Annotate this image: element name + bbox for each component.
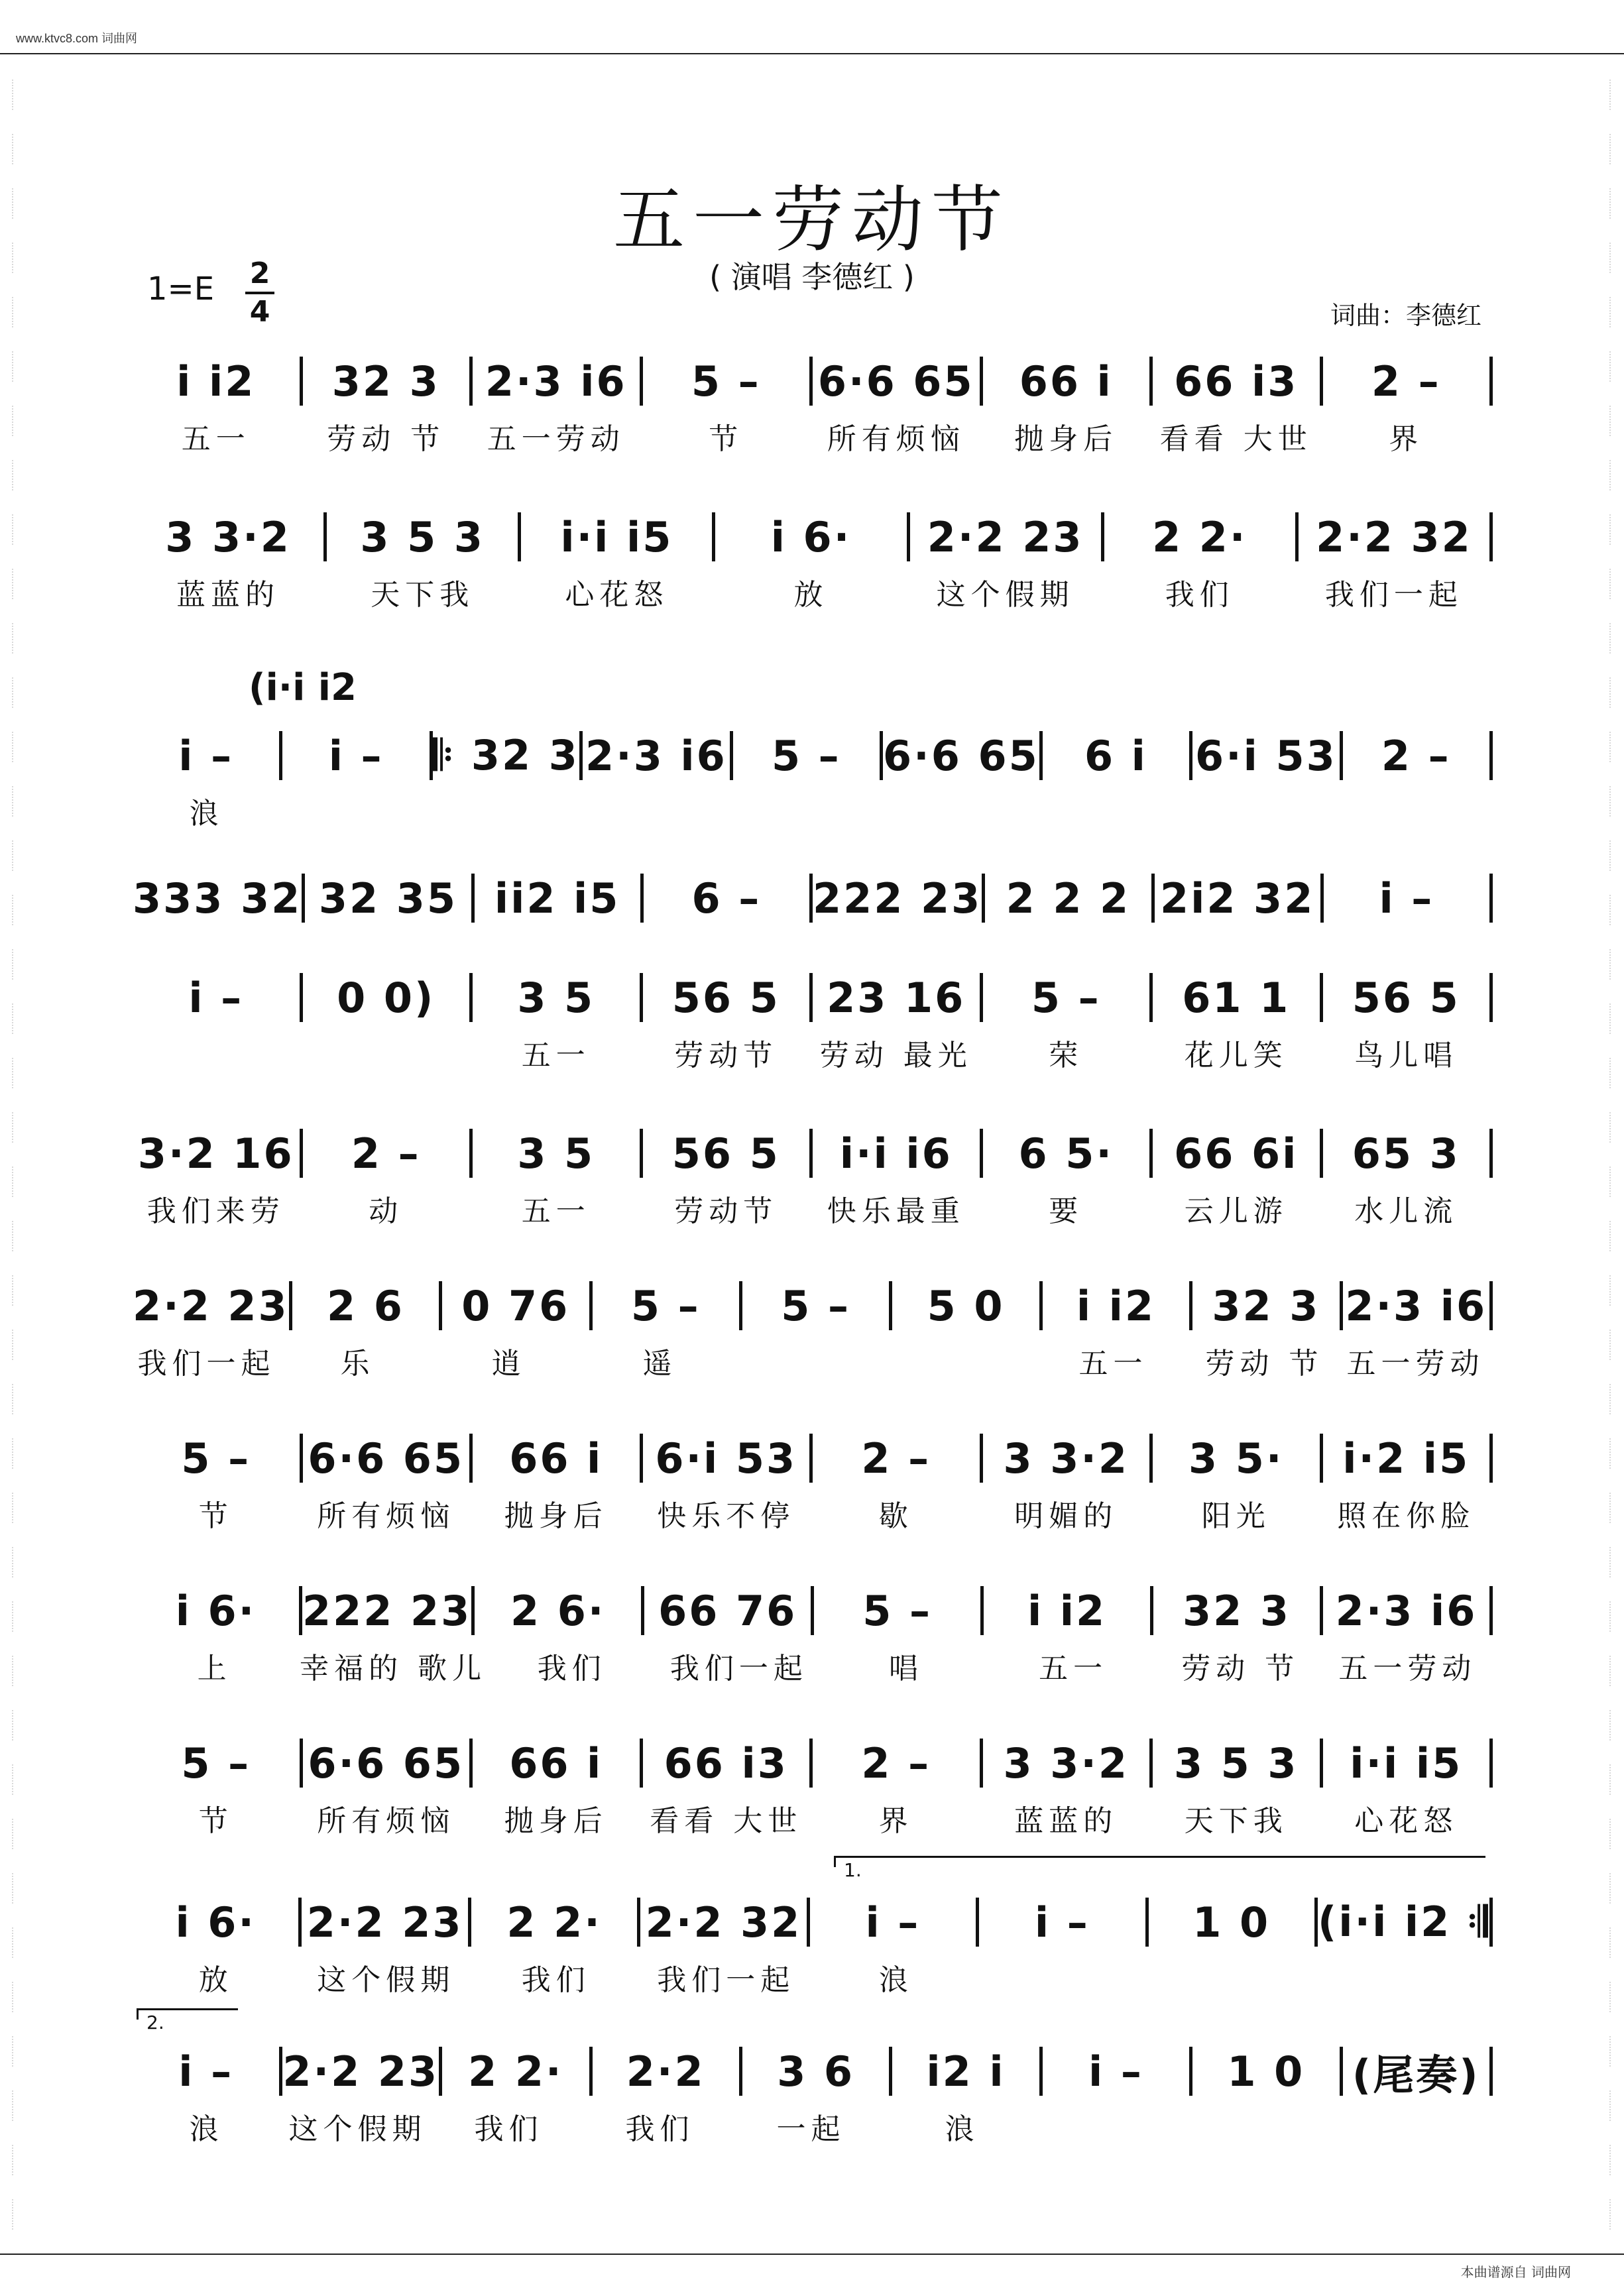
lyric-text: 这个假期 [288,2112,427,2146]
header-rule [0,53,1624,54]
measure: 32 35 [318,874,457,923]
lyric-text: 五一 [1039,1652,1108,1685]
intro-cue: (i·i i2 [249,666,357,709]
lyric-text: 云儿游 [1184,1194,1288,1228]
notation-line [133,1889,1493,1955]
notation-line [133,1273,1493,1339]
measure: 6·6 65 [817,357,974,406]
measure: 3 5 [517,973,595,1022]
lyric-text: 天下我 [1184,1804,1288,1838]
measure: 56 5 [671,973,780,1022]
measure: 2 – [351,1129,421,1178]
measure: 2 – [861,1739,931,1788]
lyric-text: 我们 [537,1652,607,1685]
measure: 0 0) [337,973,435,1022]
lyric-text: 五一劳动 [1338,1652,1477,1685]
measure: 5 – [181,1434,251,1483]
barline [1489,1434,1493,1483]
measure: 66 i [509,1434,603,1483]
measure: 32 3 [331,357,440,406]
measure: i2 i [926,2047,1006,2096]
measure: 2·2 [626,2047,705,2096]
footer-rule [0,2254,1624,2255]
measure: i·i i5 [560,512,673,561]
measure: 6 i [1084,731,1147,780]
measure: 6·i 53 [655,1434,797,1483]
measure: 2 – [861,1434,931,1483]
measure: 66 i3 [664,1739,788,1788]
measure: 5 – [771,731,841,780]
lyric-text: 抛身后 [504,1499,608,1533]
lyric-text: 五一 [521,1194,591,1228]
measure: 𝄆 32 3 [433,731,579,779]
barline [1489,1739,1493,1788]
lyric-text: 节 [198,1499,233,1533]
lyric-text: 遥 [642,1347,677,1381]
measure: 56 5 [1352,973,1460,1022]
measure: 66 i3 [1174,357,1299,406]
second-ending-label: 2. [146,2012,164,2033]
lyrics-line [133,1185,1493,1231]
lyric-text: 劳动节 [674,1194,778,1228]
measure: 5 – [862,1586,932,1635]
lyric-text: 我们 [625,2112,695,2146]
measure: i – [188,973,244,1022]
lyrics-line [133,1642,1493,1689]
lyric-text: 看看 大世 [1159,422,1312,456]
measure: 2·2 23 [306,1898,463,1947]
barline [1489,731,1493,780]
barline [1489,512,1493,561]
lyric-text: 抛身后 [1014,422,1118,456]
measure: 56 5 [671,1129,780,1178]
lyric-text: 快乐不停 [657,1499,795,1533]
measure: (i·i i2 𝄇 [1317,1898,1490,1946]
lyric-text: 明媚的 [1014,1499,1118,1533]
barline [1489,2047,1493,2096]
lyric-text: 幸福的 歌儿 [300,1652,487,1685]
lyric-text: 五一 [181,422,251,456]
notation-line [133,348,1493,414]
measure: 222 23 [302,1586,472,1635]
barline [1489,1898,1493,1947]
measure: 3 3·2 [1003,1434,1130,1483]
lyrics-line [133,1954,1493,2000]
lyric-text: 我们一起 [669,1652,808,1685]
lyric-text: 五一劳动 [487,422,625,456]
lyrics-line [133,787,1493,834]
lyric-text: 蓝蓝的 [176,578,280,612]
lyric-text: 我们一起 [137,1347,276,1381]
lyric-text: 鸟儿唱 [1354,1039,1458,1072]
measure: 32 3 [1212,1281,1320,1330]
measure: i i2 [176,357,256,406]
lyrics-line [133,1795,1493,1841]
time-signature [245,256,274,330]
measure: 6·6 65 [308,1434,465,1483]
left-margin-marks [5,80,21,2204]
measure: i·2 i5 [1342,1434,1470,1483]
measure: 2·2 23 [927,512,1084,561]
measure: 3 5· [1189,1434,1284,1483]
measure: 5 – [781,1281,850,1330]
measure: 5 0 [927,1281,1005,1330]
lyric-text: 所有烦恼 [317,1499,455,1533]
barline [1489,973,1493,1022]
lyrics-line [133,569,1493,615]
lyric-text: 五一 [1078,1347,1148,1381]
barline [1489,357,1493,406]
measure: 66 6i [1174,1129,1299,1178]
lyric-text: 劳动 节 [1205,1347,1324,1381]
lyric-text: 蓝蓝的 [1014,1804,1118,1838]
first-ending-bracket [834,1856,1485,1881]
lyric-text: 照在你脸 [1337,1499,1476,1533]
measure: 66 i [1019,357,1113,406]
measure: 2 – [1381,731,1451,780]
lyric-text: 我们一起 [1324,578,1463,612]
lyric-text: 上 [197,1652,232,1685]
lyric-text: 唱 [888,1652,923,1685]
lyric-text: 劳动 节 [327,422,445,456]
lyrics-line [133,1490,1493,1536]
lyric-text: 浪 [878,1963,913,1997]
notation-line [133,865,1493,931]
measure: 3 5 3 [360,512,485,561]
lyric-text: 我们一起 [657,1963,795,1997]
lyric-text: 荣 [1049,1039,1084,1072]
barline [1489,1586,1493,1635]
lyric-text: 节 [198,1804,233,1838]
lyric-text: 界 [1389,422,1424,456]
measure: 2i2 32 [1159,874,1315,923]
measure: 5 – [1031,973,1101,1022]
measure: 3 6 [777,2047,855,2096]
first-ending-label: 1. [844,1859,862,1881]
measure: 2 2· [506,1898,602,1947]
measure: 6·i 53 [1194,731,1337,780]
measure: 2 2· [468,2047,563,2096]
lyric-text: 快乐最重 [827,1194,965,1228]
lyric-text: 劳动节 [674,1039,778,1072]
measure: 222 23 [813,874,982,923]
measure: 5 – [691,357,761,406]
measure: i i2 [1076,1281,1156,1330]
measure: i – [1379,874,1434,923]
meter-bottom: 4 [249,295,270,329]
lyrics-line [133,413,1493,459]
second-ending-bracket [137,2008,238,2033]
notation-line [133,1730,1493,1796]
lyric-text: 心花怒 [1354,1804,1458,1838]
measure: 2·2 23 [133,1281,289,1330]
lyric-text: 要 [1049,1194,1084,1228]
measure: i·i i6 [839,1129,953,1178]
measure: 66 76 [658,1586,797,1635]
notation-line [133,964,1493,1031]
measure: 2·2 23 [282,2047,439,2096]
lyric-text: 心花怒 [565,578,669,612]
lyric-text: 放 [198,1963,233,1997]
lyric-text: 一起 [776,2112,846,2146]
lyric-text: 我们 [521,1963,591,1997]
measure: 5 – [630,1281,701,1330]
lyric-text: 我们 [474,2112,544,2146]
notation-line [133,722,1493,789]
measure: 6·6 65 [308,1739,465,1788]
measure: 2 6 [326,1281,404,1330]
measure: 2 6· [510,1586,606,1635]
lyric-text: 我们来劳 [146,1194,285,1228]
lyric-text: 浪 [189,797,224,830]
lyric-text: 浪 [189,2112,224,2146]
measure: 2·3 i6 [1335,1586,1478,1635]
measure: 3·2 16 [137,1129,294,1178]
measure: 2·2 32 [1316,512,1472,561]
measure: 6·6 65 [883,731,1039,780]
notation-line [133,504,1493,570]
measure: ii2 i5 [494,874,620,923]
lyric-text: 看看 大世 [650,1804,803,1838]
barline [1489,1281,1493,1330]
measure: i 6· [770,512,852,561]
lyric-text: 抛身后 [504,1804,608,1838]
lyric-text: 所有烦恼 [827,422,965,456]
measure: 3 5 3 [1173,1739,1299,1788]
lyric-text: 逍 [491,1347,526,1381]
measure: 6 5· [1018,1129,1114,1178]
lyric-text: 动 [369,1194,404,1228]
lyric-text: 我们 [1165,578,1234,612]
lyric-text: 水儿流 [1354,1194,1458,1228]
measure: i·i i5 [1350,1739,1463,1788]
lyric-text: 这个假期 [936,578,1074,612]
measure: i 6· [175,1898,256,1947]
notation-line [133,1425,1493,1491]
measure: 61 1 [1182,973,1291,1022]
song-title: 五一劳动节 [612,179,1011,262]
measure: 2·3 i6 [1345,1281,1487,1330]
measure: 333 32 [133,874,302,923]
lyric-text: 歇 [878,1499,913,1533]
notation-line [133,1577,1493,1644]
measure: i – [328,731,384,780]
measure: 2·3 i6 [585,731,727,780]
lyric-text: 花儿笑 [1184,1039,1288,1072]
lyrics-line [133,1029,1493,1076]
measure: 2 2 2 [1006,874,1131,923]
lyric-text: 劳动 最光 [819,1039,972,1072]
author-credit: 词曲：李德红 [1330,301,1481,330]
lyric-text: 乐 [340,1347,375,1381]
lyrics-line [133,1338,1493,1384]
key-signature: 1=E [147,270,215,308]
lyric-text: 阳光 [1201,1499,1271,1533]
measure: 6 – [691,874,762,923]
site-url[interactable]: www.ktvc8.com 词曲网 [16,32,138,45]
barline [1489,874,1493,923]
measure: i – [1088,2047,1143,2096]
notation-line [133,2038,1493,2104]
measure: 3 3·2 [165,512,291,561]
meter-top: 2 [249,257,270,290]
measure: 0 76 [461,1281,570,1330]
measure: 2·3 i6 [485,357,627,406]
lyric-text: 浪 [945,2112,980,2146]
measure: i 6· [175,1586,257,1635]
notation-line [133,1120,1493,1186]
lyric-text: 劳动 节 [1181,1652,1300,1685]
lyric-text: 天下我 [371,578,475,612]
barline [1489,1129,1493,1178]
measure: 2·2 32 [645,1898,802,1947]
lyric-text: 节 [709,422,744,456]
measure: 1 0 [1227,2047,1305,2096]
lyric-text: 这个假期 [317,1963,455,1997]
measure: i – [1034,1898,1090,1947]
measure: (尾奏) [1352,2050,1480,2099]
lyric-text: 五一劳动 [1346,1347,1485,1381]
measure: i – [178,2047,234,2096]
measure: i – [865,1898,921,1947]
measure: 66 i [509,1739,603,1788]
right-margin-marks [1603,80,1619,2204]
measure: 3 3·2 [1003,1739,1130,1788]
measure: 23 16 [827,973,966,1022]
measure: 1 0 [1192,1898,1271,1947]
lyrics-line [133,2103,1493,2149]
measure: 32 3 [1183,1586,1291,1635]
singer-credit: ( 演唱 李德红 ) [709,259,915,295]
footer-source[interactable]: 本曲谱源自 词曲网 [1460,2264,1571,2280]
lyric-text: 所有烦恼 [317,1804,455,1838]
measure: 2 2· [1152,512,1247,561]
measure: 2 – [1371,357,1441,406]
lyric-text: 五一 [521,1039,591,1072]
measure: i – [178,731,234,780]
lyric-text: 放 [793,578,829,612]
measure: 65 3 [1352,1129,1460,1178]
measure: i i2 [1027,1586,1107,1635]
measure: 5 – [181,1739,251,1788]
lyric-text: 界 [878,1804,913,1838]
measure: 3 5 [517,1129,595,1178]
